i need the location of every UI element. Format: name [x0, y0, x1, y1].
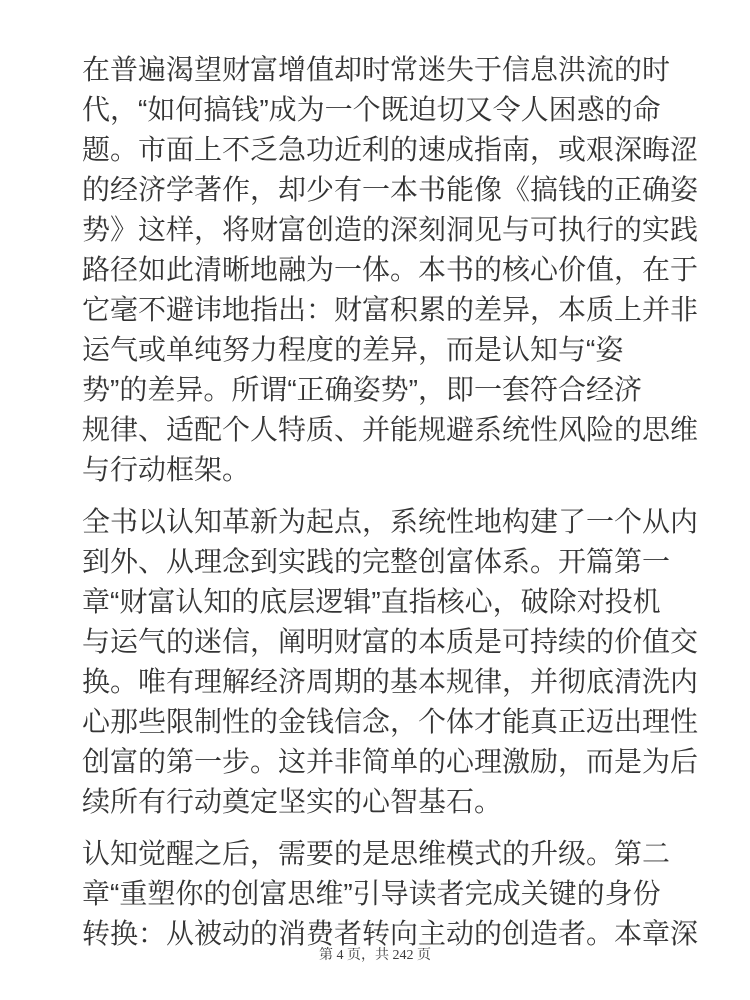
text-line: 势”的差异。所谓“正确姿势”，即一套符合经济	[82, 374, 642, 405]
text-line: 运气或单纯努力程度的差异，而是认知与“姿	[82, 334, 624, 365]
text-line: 续所有行动奠定坚实的心智基石。	[82, 786, 503, 817]
text-line: 心那些限制性的金钱信念，个体才能真正迈出理性	[82, 706, 699, 737]
text-line: 转换：从被动的消费者转向主动的创造者。本章深	[82, 918, 699, 949]
text-line: 的经济学著作，却少有一本书能像《搞钱的正确姿	[82, 174, 699, 205]
text-line: 与行动框架。	[82, 454, 251, 485]
paragraph	[82, 834, 699, 954]
text-line: 换。唯有理解经济周期的基本规律，并彻底清洗内	[82, 666, 699, 697]
text-line: 题。市面上不乏急功近利的速成指南，或艰深晦涩	[82, 134, 699, 165]
text-line: 创富的第一步。这并非简单的心理激励，而是为后	[82, 746, 699, 777]
text-line: 代，“如何搞钱”成为一个既迫切又令人困惑的命	[82, 94, 661, 125]
page-number-footer: 第 4 页，共 242 页	[319, 948, 431, 963]
text-line: 路径如此清晰地融为一体。本书的核心价值，在于	[82, 254, 699, 285]
text-line: 与运气的迷信，阐明财富的本质是可持续的价值交	[82, 626, 699, 657]
text-line: 章“重塑你的创富思维”引导读者完成关键的身份	[82, 878, 661, 909]
text-line: 在普遍渴望财富增值却时常迷失于信息洪流的时	[82, 54, 671, 85]
text-line: 全书以认知革新为起点，系统性地构建了一个从内	[82, 506, 699, 537]
text-line: 认知觉醒之后，需要的是思维模式的升级。第二	[82, 838, 671, 869]
text-line: 章“财富认知的底层逻辑”直指核心，破除对投机	[82, 586, 661, 617]
text-content	[82, 50, 699, 966]
text-line: 它毫不避讳地指出：财富积累的差异，本质上并非	[82, 294, 699, 325]
paragraph	[82, 502, 699, 822]
text-line: 到外、从理念到实践的完整创富体系。开篇第一	[82, 546, 671, 577]
text-line: 势》这样，将财富创造的深刻洞见与可执行的实践	[82, 214, 699, 245]
paragraph	[82, 50, 699, 490]
text-line: 规律、适配个人特质、并能规避系统性风险的思维	[82, 414, 699, 445]
